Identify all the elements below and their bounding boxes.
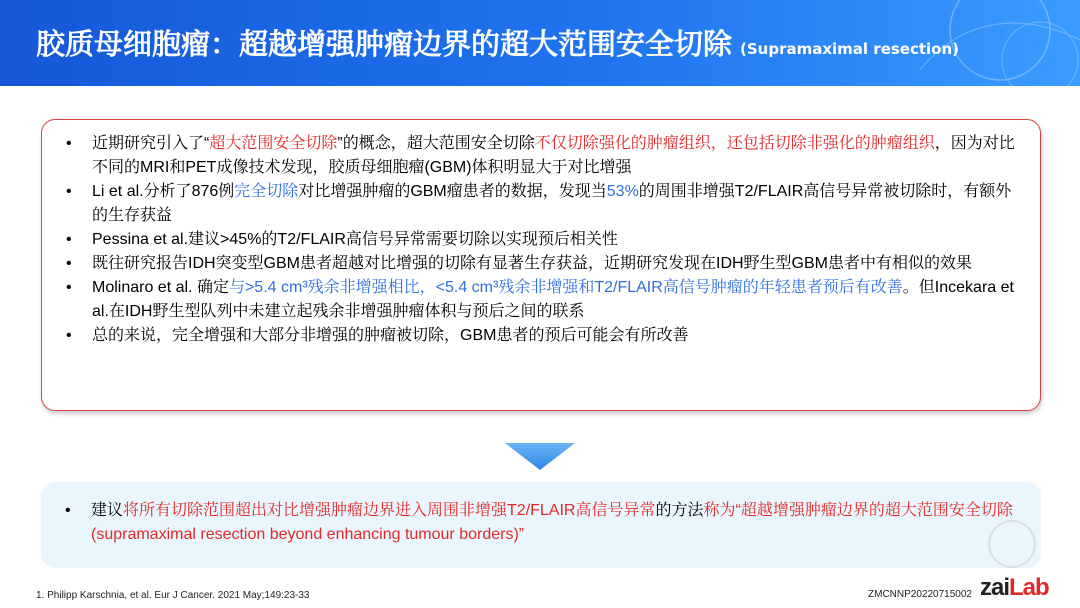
text-segment: Li et al.分析了876例 — [92, 183, 235, 200]
watermark-icon — [988, 520, 1036, 568]
text-segment: 建议 — [91, 502, 124, 519]
text-segment: 称为“超越增强肿瘤边界的超大范围安全切除(supramaximal resection beyond enhancing tumour borders)” — [91, 502, 1013, 543]
text-segment: ”的概念，超大范围安全切除 — [337, 135, 535, 152]
findings-box — [41, 119, 1041, 411]
text-segment: 与>5.4 cm³残余非增强相比，<5.4 cm³残余非增强和T2/FLAIR高信号肿瘤的年轻患者预后有改善 — [228, 279, 903, 296]
text-segment: 近期研究引入了“ — [92, 135, 210, 152]
page-title — [36, 22, 959, 63]
text-segment: 完全切除 — [234, 183, 299, 200]
text-segment: 对比增强肿瘤的GBM瘤患者的数据，发现当 — [298, 183, 607, 200]
conclusion-list — [41, 499, 1041, 547]
text-segment: Molinaro et al. 确定 — [92, 279, 229, 296]
text-segment: 总的来说，完全增强和大部分非增强的肿瘤被切除，GBM患者的预后可能会有所改善 — [92, 327, 689, 344]
text-segment: 不仅切除强化的肿瘤组织，还包括切除非强化的肿瘤组织 — [534, 135, 935, 152]
text-segment: 的方法 — [655, 502, 704, 519]
findings-list — [42, 132, 1040, 348]
logo-text-suffix: Lab — [1009, 574, 1049, 601]
bullet-item — [42, 180, 1040, 228]
conclusion-box — [41, 482, 1041, 568]
footer-reference: 1. Philipp Karschnia, et al. Eur J Cancer. 2021 May;149:23-33 — [36, 590, 310, 601]
down-arrow-icon — [505, 443, 575, 470]
text-segment: 。但Incekara et al.在IDH野生型队列中未建立起残余非增强肿瘤体积与预后之间的联系 — [92, 279, 1014, 320]
text-segment: 超大范围安全切除 — [209, 135, 338, 152]
company-logo — [980, 574, 1049, 602]
text-segment: Pessina et al.建议>45%的T2/FLAIR高信号异常需要切除以实现预后相关性 — [92, 231, 618, 248]
logo-text: zai — [980, 574, 1010, 601]
bullet-item — [42, 252, 1040, 276]
conclusion-item — [41, 499, 1041, 547]
bullet-item — [42, 132, 1040, 180]
footer-document-code: ZMCNNP20220715002 — [868, 589, 972, 600]
bullet-item — [42, 228, 1040, 252]
text-segment: 既往研究报告IDH突变型GBM患者超越对比增强的切除有显著生存获益，近期研究发现在IDH野生型GBM患者中有相似的效果 — [92, 255, 973, 272]
text-segment: ，因为对比不同的MRI和PET成像技术发现，胶质母细胞瘤(GBM)体积明显大于对比增强 — [92, 135, 1015, 176]
text-segment: 53% — [606, 183, 639, 200]
page-title-text: 胶质母细胞瘤：超越增强肿瘤边界的超大范围安全切除 — [36, 27, 733, 61]
text-segment: 的周围非增强T2/FLAIR高信号异常被切除时，有额外的生存获益 — [92, 183, 1012, 224]
text-segment: 将所有切除范围超出对比增强肿瘤边界进入周围非增强T2/FLAIR高信号异常 — [123, 502, 656, 519]
page-subtitle: (Supramaximal resection) — [740, 40, 960, 58]
bullet-item — [42, 276, 1040, 324]
bullet-item — [42, 324, 1040, 348]
slide-header — [0, 0, 1080, 86]
